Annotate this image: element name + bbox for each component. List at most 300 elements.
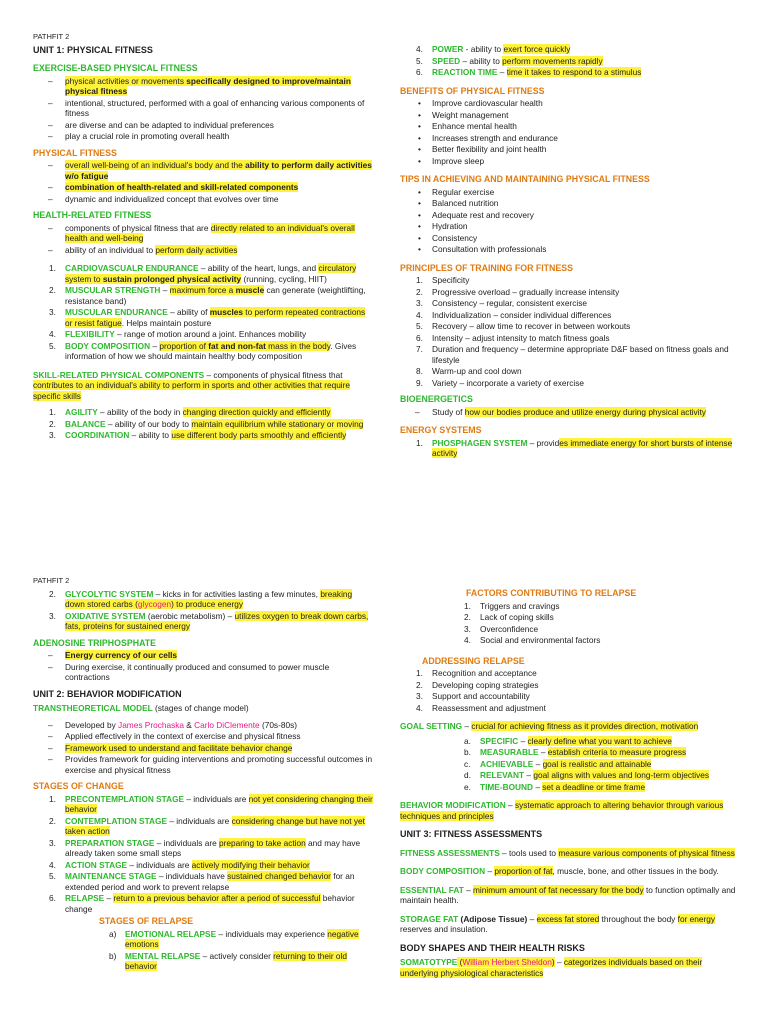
highlight-text: sustained changed behavior: [227, 871, 331, 881]
term: REACTION TIME: [432, 67, 498, 77]
text: – ability to: [129, 430, 172, 440]
term: SPECIFIC: [480, 735, 519, 746]
text: Study of: [432, 406, 465, 417]
highlight-text: Framework used to understand and facilitate behavior change: [65, 742, 293, 753]
highlight-bold-text: muscles: [209, 307, 243, 317]
term: MUSCULAR STRENGTH: [65, 285, 161, 295]
tips-list: [400, 187, 740, 255]
list-item: • Consistency: [400, 233, 740, 244]
page1-right-column: [400, 44, 740, 461]
text: – individuals are: [184, 793, 249, 804]
list-item: [33, 263, 373, 284]
text: . Gives information of how we should maintain healthy body composition: [65, 340, 357, 361]
list-item: [33, 307, 373, 328]
text: – tools used to: [499, 847, 559, 858]
list-item: [33, 182, 373, 193]
text: throughout the body: [599, 913, 678, 924]
term: PREPARATION STAGE: [65, 837, 155, 848]
highlight-text: proportion of fat: [494, 866, 553, 876]
smart-goals-list: [448, 736, 740, 793]
item-number: 1.: [416, 275, 423, 285]
ttm-heading: [33, 703, 373, 714]
srpc-components-continued: [400, 44, 740, 78]
item-number: 4.: [416, 702, 423, 713]
list-item: [448, 736, 740, 747]
relapse-stages-list: [93, 929, 373, 972]
text: components of physical fitness that are: [65, 222, 211, 233]
list-item: [33, 407, 373, 418]
text: – components of physical fitness that: [204, 369, 343, 380]
list-item: [33, 794, 373, 815]
text: –: [533, 781, 543, 792]
list-item: [400, 668, 740, 679]
highlight-text: (: [457, 957, 463, 967]
text: Intensity – adjust intensity to match fitness goals: [432, 332, 610, 343]
person-name: William Herbert Sheldon: [462, 957, 552, 967]
term: MAINTENANCE STAGE: [65, 871, 157, 881]
text: Developed by: [65, 719, 119, 730]
text: – individuals have: [156, 871, 228, 881]
list-item: [33, 245, 373, 256]
text: – individuals may experience: [216, 928, 328, 939]
item-number: 1.: [416, 668, 423, 678]
item-number: 2.: [464, 612, 471, 622]
text: –: [538, 747, 548, 757]
list-item: [33, 611, 373, 632]
section-title-ebpf: EXERCISE-BASED PHYSICAL FITNESS: [33, 63, 198, 73]
list-item: [400, 680, 740, 691]
term: GLYCOLYTIC SYSTEM: [65, 588, 154, 599]
list-item: • Consultation with professionals: [400, 244, 740, 255]
item-number: 4.: [49, 329, 56, 339]
highlight-text: measure various components of physical fitness: [558, 847, 735, 858]
highlight-text: excess fat stored: [536, 913, 600, 924]
text: reserves and insulation.: [400, 924, 488, 934]
highlight-text: preparing to take action: [219, 837, 306, 848]
stages-list: [33, 794, 373, 915]
text: Consistency – regular, consistent exercise: [432, 298, 587, 308]
highlight-text: return to a previous behavior after a period of successful: [113, 893, 321, 903]
body-composition-paragraph: [400, 866, 740, 877]
page-header: PATHFIT 2: [33, 576, 70, 585]
text: (running, cycling, HIIT): [241, 273, 327, 284]
body-shapes-title: BODY SHAPES AND THEIR HEALTH RISKS: [400, 942, 585, 953]
highlight-bold-text: Energy currency of our cells: [65, 650, 178, 660]
factors-list: [448, 601, 740, 646]
unit-2-title: UNIT 2: BEHAVIOR MODIFICATION: [33, 688, 182, 699]
section-title-srpc: SKILL-RELATED PHYSICAL COMPONENTS: [33, 369, 205, 380]
fitness-assessments-paragraph: [400, 848, 740, 859]
item-number: 3.: [416, 691, 423, 701]
highlight-text: actively modifying their behavior: [191, 859, 310, 870]
section-title-ttm: TRANSTHEORETICAL MODEL: [33, 703, 153, 713]
highlight-bold-text: combination of health-related and skill-related components: [65, 182, 299, 192]
text: – kicks in for activities lasting a few minutes,: [153, 588, 321, 599]
somatotype-paragraph: [400, 957, 740, 978]
highlight-text: crucial for achieving fitness as it provides direction, motivation: [471, 721, 699, 731]
list-item: [400, 366, 740, 377]
term: ACHIEVABLE: [480, 758, 534, 769]
list-item: [400, 287, 740, 298]
list-item: [33, 160, 373, 181]
list-item: [33, 285, 373, 306]
list-item: – are diverse and can be adapted to individual preferences: [33, 120, 373, 131]
highlight-text: ): [551, 957, 555, 967]
text: Individualization – consider individual differences: [432, 309, 612, 320]
text: Warm-up and cool down: [432, 366, 522, 376]
item-number: 7.: [416, 344, 423, 354]
item-number: 2.: [416, 286, 423, 297]
list-item: – Provides framework for guiding interventions and promoting successful outcomes in exercise and physical fitness: [33, 754, 373, 775]
energy-systems-list-continued: [33, 589, 373, 632]
item-number: 2.: [49, 285, 56, 295]
list-item: – intentional, structured, performed with a goal of enhancing various components of fitness: [33, 98, 373, 119]
list-item: • Enhance mental health: [400, 121, 740, 132]
person-name: Carlo DiClemente: [194, 719, 260, 730]
list-item: – During exercise, it continually produced and consumed to power muscle contractions: [33, 662, 373, 683]
item-number: c.: [464, 758, 471, 769]
list-item: • Better flexibility and joint health: [400, 144, 740, 155]
section-title-physical-fitness: PHYSICAL FITNESS: [33, 147, 117, 158]
term: ESSENTIAL FAT: [400, 884, 464, 895]
text: –: [533, 758, 543, 769]
highlight-text: maintain equilibrium while stationary or moving: [191, 418, 364, 429]
highlight-text: negative emotions: [125, 928, 359, 949]
bioenergetics-list: [400, 407, 740, 418]
highlight-text: perform daily activities: [155, 244, 238, 255]
term: STORAGE FAT: [400, 913, 459, 924]
item-number: 2.: [49, 815, 56, 826]
item-number: 5.: [49, 340, 56, 351]
unit-3-title: UNIT 3: FITNESS ASSESSMENTS: [400, 829, 543, 839]
term: OXIDATIVE SYSTEM: [65, 610, 146, 621]
text: behavior change: [65, 893, 355, 914]
text: – individuals are: [167, 815, 232, 826]
item-number: 8.: [416, 366, 423, 376]
text: –: [485, 866, 495, 876]
text: Support and accountability: [432, 691, 530, 701]
item-number: a.: [464, 735, 471, 746]
text: –: [527, 913, 537, 924]
term: POWER: [432, 44, 464, 54]
list-item: [400, 298, 740, 309]
highlight-text: proportion of: [159, 340, 209, 351]
page-2: [0, 560, 768, 1024]
highlight-bold-text: fat and non-fat: [208, 340, 266, 351]
list-item: [33, 743, 373, 754]
benefits-list: [400, 98, 740, 166]
list-item: [33, 223, 373, 244]
highlight-text: es immediate energy for short bursts of intense activity: [432, 437, 733, 458]
highlight-text: set a deadline or time frame: [542, 781, 646, 792]
storage-fat-paragraph: [400, 914, 740, 935]
highlight-text: circulatory system to: [65, 263, 357, 284]
term: EMOTIONAL RELAPSE: [125, 928, 217, 939]
item-number: 2.: [49, 588, 56, 599]
term: BODY COMPOSITION: [400, 866, 486, 876]
list-item: [400, 56, 740, 67]
list-item: [33, 838, 373, 859]
highlight-bold-text: ability to perform daily activities w/o fatigue: [65, 160, 372, 181]
term: PHOSPHAGEN SYSTEM: [432, 437, 528, 448]
text: –: [150, 340, 160, 351]
item-number: 6.: [49, 893, 56, 903]
text: can generate (weightlifting, resistance band): [65, 285, 366, 306]
list-item: • Increases strength and endurance: [400, 133, 740, 144]
highlight-text: how our bodies produce and utilize energy during physical activity: [464, 406, 706, 417]
text: ability of an individual to: [65, 244, 156, 255]
list-item: [33, 871, 373, 892]
list-item: [400, 407, 740, 418]
list-item: [400, 310, 740, 321]
list-item: • Regular exercise: [400, 187, 740, 198]
term: BODY COMPOSITION: [65, 340, 151, 351]
item-number: b.: [464, 747, 471, 757]
item-number: e.: [464, 781, 471, 792]
section-title-benefits: BENEFITS OF PHYSICAL FITNESS: [400, 85, 545, 96]
item-number: 3.: [49, 307, 56, 317]
list-item: – Applied effectively in the context of exercise and physical fitness: [33, 731, 373, 742]
item-number: 4.: [416, 309, 423, 320]
term: RELEVANT: [480, 770, 525, 780]
list-item: [33, 76, 373, 97]
section-title-tips: TIPS IN ACHIEVING AND MAINTAINING PHYSICAL FITNESS: [400, 174, 650, 184]
list-item: [448, 601, 740, 612]
section-title-hrf: HEALTH-RELATED FITNESS: [33, 210, 152, 220]
text: Developing coping strategies: [432, 679, 539, 690]
list-item: [400, 321, 740, 332]
list-item: [33, 589, 373, 610]
pf-list: [33, 160, 373, 204]
highlight-text: to perform repeated contractions or resist fatigue: [65, 307, 366, 328]
bold-text: (Adipose Tissue): [458, 913, 528, 924]
term: SPEED: [432, 55, 461, 66]
text: –: [505, 800, 515, 810]
item-number: 2.: [416, 679, 423, 690]
list-item: [448, 747, 740, 758]
item-number: d.: [464, 770, 471, 780]
list-item: [400, 703, 740, 714]
list-item: [33, 341, 373, 362]
highlight-text: returning to their old behavior: [125, 950, 347, 971]
highlight-text: systematic approach to altering behavior through various techniques and principles: [400, 800, 724, 821]
item-number: 9.: [416, 377, 423, 388]
highlight-text: physical activities or movements: [65, 75, 187, 86]
highlight-text: for energy: [677, 913, 715, 924]
text: . Helps maintain posture: [121, 317, 212, 328]
item-number: 1.: [49, 407, 56, 417]
text: Overconfidence: [480, 623, 539, 634]
text: , muscle, bone, and other tissues in the body.: [552, 866, 719, 876]
list-item: [448, 624, 740, 635]
ebpf-list: [33, 76, 373, 142]
term: FITNESS ASSESSMENTS: [400, 847, 500, 858]
highlight-bold-text: sustain prolonged physical activity: [102, 273, 242, 284]
unit-title: UNIT 1: PHYSICAL FITNESS: [33, 44, 153, 55]
term: COORDINATION: [65, 430, 130, 440]
highlight-text: considering change but have not yet taken action: [65, 815, 365, 836]
list-item: [448, 770, 740, 781]
highlight-text: time it takes to respond to a stimulus: [506, 67, 642, 77]
item-number: a): [109, 928, 117, 939]
hrf-list: [33, 223, 373, 256]
item-number: 1.: [416, 437, 423, 448]
highlight-text: changing direction quickly and efficiently: [182, 407, 331, 417]
text: –: [104, 893, 114, 903]
item-number: 6.: [416, 332, 423, 343]
highlight-text: breaking down stored carbs (: [65, 588, 353, 609]
list-item: [400, 691, 740, 702]
highlight-text: overall well-being of an individual's body and the: [65, 160, 246, 170]
section-title-principles: PRINCIPLES OF TRAINING FOR FITNESS: [400, 262, 574, 273]
text: – ability to: [460, 55, 503, 66]
text: Recognition and acceptance: [432, 668, 537, 678]
list-item: [448, 782, 740, 793]
list-item: [400, 44, 740, 55]
text: Recovery – allow time to recover in between workouts: [432, 321, 631, 331]
list-item: [400, 344, 740, 365]
text: - ability to: [463, 44, 504, 54]
text: – individuals are: [154, 837, 220, 848]
text: – ability of the heart, lungs, and: [198, 263, 319, 273]
text: –: [524, 770, 534, 780]
text: –: [463, 884, 474, 895]
addressing-list: [400, 668, 740, 713]
srpc-components: [33, 407, 373, 441]
text: Triggers and cravings: [480, 600, 560, 611]
highlight-text: clearly define what you want to achieve: [527, 735, 672, 746]
term: CONTEMPLATION STAGE: [65, 815, 168, 826]
list-item: – dynamic and individualized concept that evolves over time: [33, 194, 373, 205]
term: TIME-BOUND: [480, 781, 534, 792]
list-item: • Improve cardiovascular health: [400, 98, 740, 109]
item-number: 3.: [49, 837, 56, 848]
text: – ability of: [167, 307, 210, 317]
list-item: [33, 419, 373, 430]
list-item: [33, 430, 373, 441]
list-item: [448, 612, 740, 623]
item-number: 4.: [464, 635, 471, 645]
highlight-text: ) to produce energy: [171, 599, 244, 609]
list-item: [33, 860, 373, 871]
item-number: 5.: [416, 55, 423, 66]
item-number: 4.: [416, 44, 423, 54]
term: PRECONTEMPLATION STAGE: [65, 793, 185, 804]
page-header: PATHFIT 2: [33, 32, 70, 41]
text: Reassessment and adjustment: [432, 702, 546, 713]
item-number: 3.: [464, 623, 471, 634]
list-item: [33, 329, 373, 340]
text: – actively consider: [200, 950, 274, 961]
list-item: • Hydration: [400, 221, 740, 232]
list-item: • Weight management: [400, 110, 740, 121]
text: –: [497, 67, 507, 77]
text: and may have already taken some small steps: [65, 837, 361, 858]
atp-list: [33, 650, 373, 683]
text: –: [462, 721, 472, 731]
term: CARDIOVASCUALR ENDURANCE: [65, 263, 199, 273]
item-number: b): [109, 950, 117, 961]
item-number: 6.: [416, 67, 423, 77]
term: RELAPSE: [65, 893, 105, 903]
item-number: 1.: [464, 600, 471, 611]
text: – individuals are: [127, 859, 192, 870]
text: for an extended period and work to prevent relapse: [65, 871, 355, 892]
list-item: [400, 333, 740, 344]
highlight-bold-text: specifically designed to improve/maintain physical fitness: [65, 75, 351, 96]
term: MENTAL RELAPSE: [125, 950, 201, 961]
item-number: 1.: [49, 263, 56, 273]
text: – provid: [527, 437, 560, 448]
list-item: [33, 650, 373, 661]
item-number: 1.: [49, 793, 56, 804]
text: Lack of coping skills: [480, 612, 554, 622]
highlight-text: minimum amount of fat necessary for the body: [473, 884, 644, 895]
highlight-text: directly related to an individual's overall health and well-being: [65, 222, 355, 243]
section-title-stages-of-relapse: STAGES OF RELAPSE: [99, 916, 194, 926]
highlight-text: perform movements rapidly: [502, 55, 603, 66]
behavior-modification-paragraph: [400, 800, 740, 821]
list-item: [400, 438, 740, 459]
list-item: [33, 816, 373, 837]
text: &: [184, 719, 195, 730]
list-item: [400, 67, 740, 78]
highlight-bold-text: muscle: [235, 285, 265, 295]
item-number: 3.: [49, 610, 56, 621]
text: –: [518, 735, 528, 746]
section-title-bioenergetics: BIOENERGETICS: [400, 394, 473, 404]
list-item: [93, 929, 373, 950]
text: Duration and frequency – determine appropriate D&F based on fitness goals and lifestyle: [432, 344, 729, 365]
highlight-text: use different body parts smoothly and efficiently: [171, 430, 347, 440]
term: BALANCE: [65, 418, 106, 429]
text: Progressive overload – gradually increase intensity: [432, 286, 620, 297]
item-number: 3.: [416, 298, 423, 308]
term: MUSCULAR ENDURANCE: [65, 307, 168, 317]
text: –: [554, 957, 564, 967]
term: SOMATOTYPE: [400, 957, 458, 967]
section-title-energy-systems: ENERGY SYSTEMS: [400, 425, 482, 435]
text: Social and environmental factors: [480, 635, 601, 645]
list-item: – play a crucial role in promoting overall health: [33, 131, 373, 142]
list-item: [448, 635, 740, 646]
list-item: • Improve sleep: [400, 156, 740, 167]
highlight-text: exert force quickly: [503, 44, 571, 54]
section-title-factors-relapse: FACTORS CONTRIBUTING TO RELAPSE: [466, 588, 637, 598]
page-1: [0, 0, 768, 500]
highlight-text: categorizes individuals based on their underlying physiological characteristics: [400, 957, 703, 978]
list-item: [33, 720, 373, 731]
item-number: 5.: [49, 871, 56, 881]
hrf-components: [33, 263, 373, 362]
text: –: [160, 285, 170, 295]
text: – ability of the body in: [97, 407, 183, 417]
highlight-text: not yet considering changing their behavior: [65, 793, 373, 814]
list-item: [400, 275, 740, 286]
highlight-text: utilizes oxygen to break down carbs, fats, proteins for sustained energy: [65, 610, 369, 631]
page1-left-column: [33, 32, 373, 443]
list-item: [400, 378, 740, 389]
term: MEASURABLE: [480, 747, 539, 757]
item-number: 5.: [416, 321, 423, 331]
goal-setting-paragraph: [400, 721, 740, 732]
list-item: • Balanced nutrition: [400, 198, 740, 209]
srpc-paragraph: [33, 370, 373, 402]
list-item: [448, 759, 740, 770]
text: – range of motion around a joint. Enhances mobility: [114, 329, 307, 339]
highlight-text: contributes to an individual's ability to perform in sports and other activities that require specific skills: [33, 380, 351, 401]
principles-list: [400, 275, 740, 388]
